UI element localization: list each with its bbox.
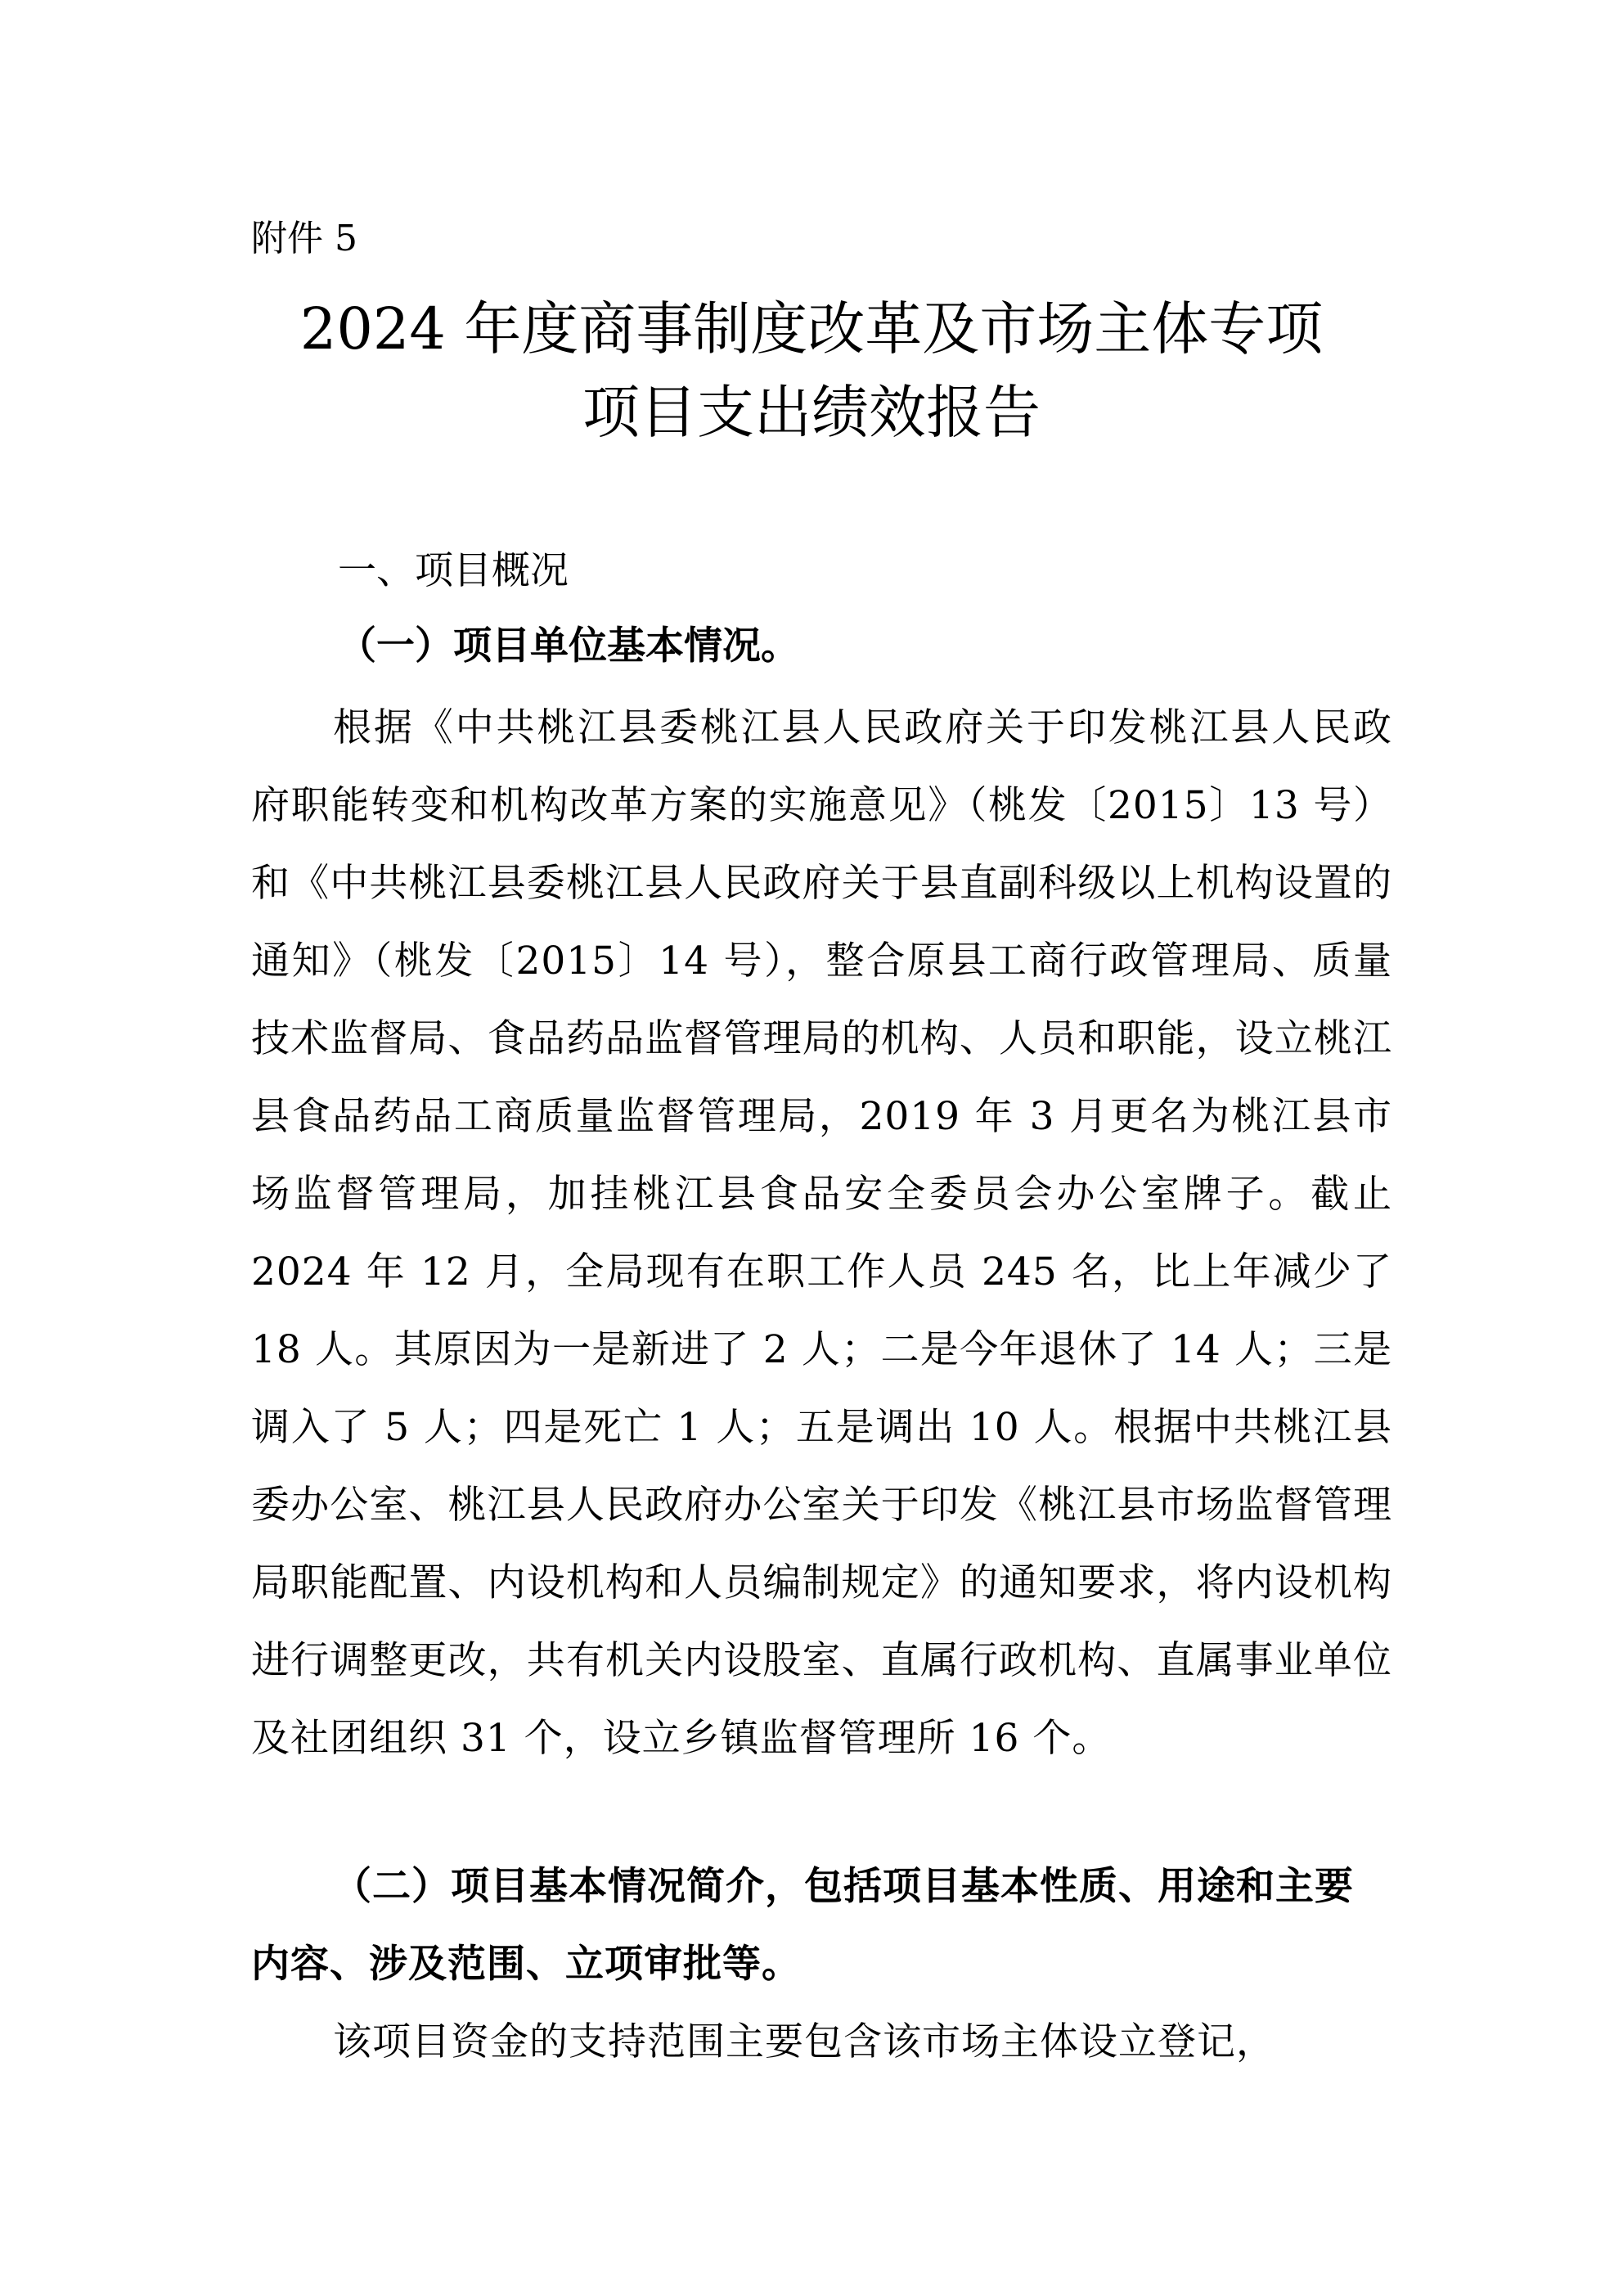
attachment-label: 附件 5 <box>251 218 357 259</box>
document-title-line-2: 项目支出绩效报告 <box>582 379 1041 446</box>
document-title-line-1: 2024 年度商事制度改革及市场主体专项 <box>299 295 1324 362</box>
paragraph-project-scope: 该项目资金的支持范围主要包含该市场主体设立登记， <box>333 2019 1275 2064</box>
section-heading-project-overview: 一、项目概况 <box>338 548 569 593</box>
subsection-heading-unit-basic-info: （一）项目单位基本情况。 <box>338 624 799 669</box>
subsection-heading-project-introduction: （二）项目基本情况简介，包括项目基本性质、用途和主要内容、涉及范围、立项审批等。 <box>251 1864 1354 1987</box>
paragraph-unit-basic-info: 根据《中共桃江县委桃江县人民政府关于印发桃江县人民政府职能转变和机构改革方案的实施意见》（桃发〔2015〕13 号）和《中共桃江县委桃江县人民政府关于县直副科级以上机构设置的通知》（桃发〔2015〕14 号），整合原县工商行政管理局、质量技术监督局、食品药品监督管理局的机构、人员和职能，设立桃江县食品药品工商质量监督管理局，2019 年 3 月更名为桃江县市场监督管理局，加挂桃江县食品安全委员会办公室牌子。截止 2024 年 12 月，全局现有在职工作人员 245 名，比上年减少了 18 人。其原因为一是新进了 2 人；二是今年退休了 14 人；三是调入了 5 人；四是死亡 1 人；五是调出 10 人。根据中共桃江县委办公室、桃江县人民政府办公室关于印发《桃江县市场监督管理局职能配置、内设机构和人员编制规定》的通知要求，将内设机构进行调整更改，共有机关内设股室、直属行政机构、直属事业单位及社团组织 31 个，设立乡镇监督管理所 16 个。 <box>251 705 1392 1761</box>
